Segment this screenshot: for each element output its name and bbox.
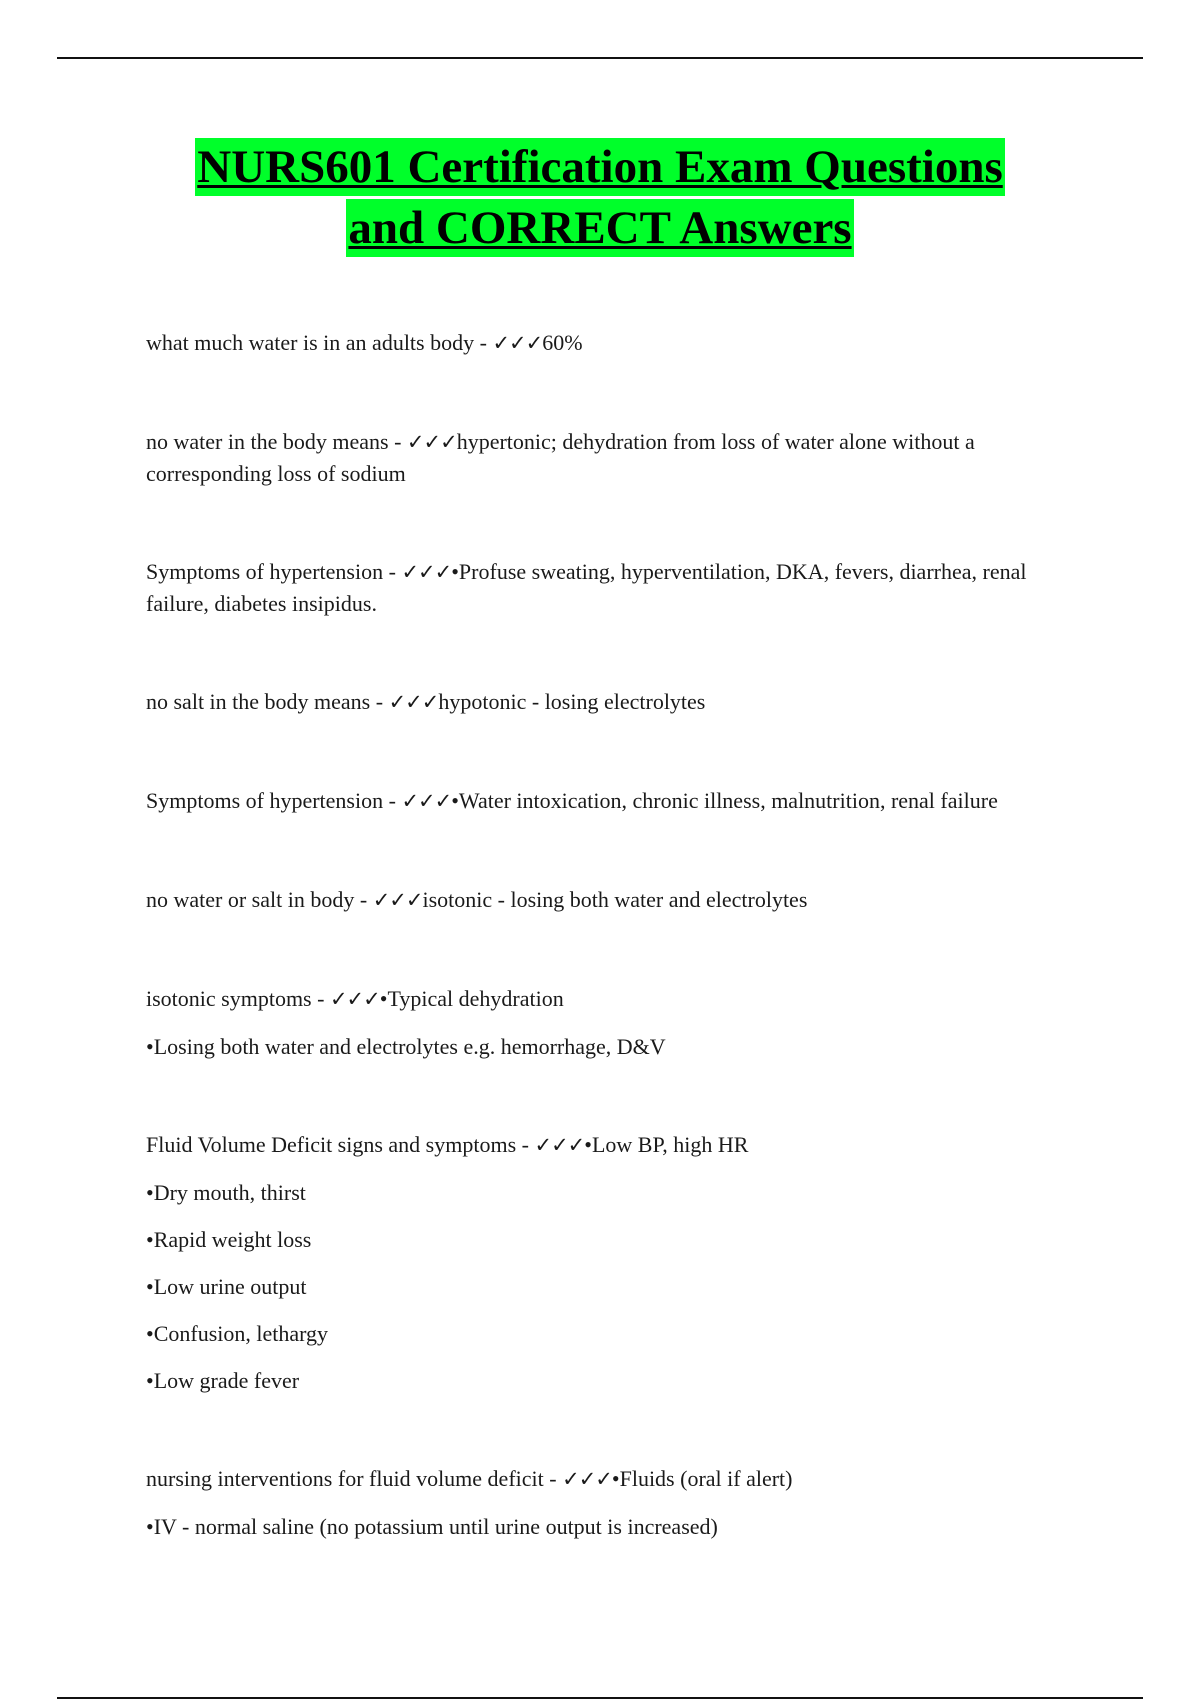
answer-bullet-line: •Low grade fever [146,1368,300,1393]
checkmark-icon: ✓✓✓ [492,331,543,355]
answer-text: •Profuse sweating, hyperventilation, DKA, fevers, diarrhea, renal failure, diabetes insipidus. [146,559,1027,616]
bottom-rule [57,1697,1143,1699]
answer-bullet-line: •Confusion, lethargy [146,1321,329,1346]
qa-main-line [146,686,1056,718]
qa-item [146,1463,1056,1542]
answer-text: hypotonic - losing electrolytes [438,689,706,714]
answer-bullet-line: •Dry mouth, thirst [146,1180,306,1205]
qa-main-line [146,556,1056,619]
qa-main-line [146,884,1056,916]
qa-list [146,327,1056,1542]
qa-main-line [146,983,1056,1015]
checkmark-icon: ✓✓✓ [534,1133,585,1157]
qa-main-line [146,1463,1056,1495]
checkmark-icon: ✓✓✓ [329,987,380,1011]
question-text: Symptoms of hypertension [146,788,384,813]
qa-main-line [146,785,1056,817]
checkmark-icon: ✓✓✓ [372,888,423,912]
answer-text: hypertonic; dehydration from loss of water alone without a corresponding loss of sodium [146,429,975,486]
qa-item [146,426,1056,489]
qa-item [146,327,1056,359]
separator: - [388,429,407,454]
question-text: isotonic symptoms [146,986,312,1011]
qa-item [146,884,1056,916]
qa-main-line [146,1129,1056,1161]
separator: - [311,986,330,1011]
checkmark-icon: ✓✓✓ [388,690,439,714]
question-text: no salt in the body means [146,689,371,714]
answer-text: 60% [542,330,583,355]
answer-text: •Low BP, high HR [584,1132,749,1157]
answer-text: isotonic - losing both water and electrolytes [422,887,808,912]
question-text: what much water is in an adults body [146,330,475,355]
separator: - [370,689,389,714]
answer-text: •Typical dehydration [379,986,564,1011]
title-line-1: NURS601 Certification Exam Questions [195,138,1005,196]
separator: - [543,1466,563,1491]
qa-item [146,785,1056,817]
document-title [0,138,1200,260]
qa-item [146,1129,1056,1396]
separator: - [383,559,402,584]
qa-item [146,686,1056,718]
answer-bullet-line: •Low urine output [146,1274,307,1299]
qa-item [146,983,1056,1062]
answer-bullet-line: •Rapid weight loss [146,1227,312,1252]
top-rule [57,57,1143,59]
checkmark-icon: ✓✓✓ [406,430,457,454]
separator: - [383,788,402,813]
answer-bullet-line: •IV - normal saline (no potassium until urine output is increased) [146,1514,718,1539]
question-text: Symptoms of hypertension [146,559,384,584]
checkmark-icon: ✓✓✓ [401,789,452,813]
qa-main-line [146,426,1056,489]
qa-item [146,556,1056,619]
answer-text: •Fluids (oral if alert) [611,1466,793,1491]
checkmark-icon: ✓✓✓ [401,560,452,584]
question-text: no water in the body means [146,429,389,454]
title-line-2: and CORRECT Answers [346,199,853,257]
checkmark-icon: ✓✓✓ [562,1467,612,1491]
question-text: nursing interventions for fluid volume deficit [146,1466,544,1491]
question-text: Fluid Volume Deficit signs and symptoms [146,1132,517,1157]
separator: - [516,1132,535,1157]
separator: - [354,887,373,912]
qa-main-line [146,327,1056,359]
answer-text: •Water intoxication, chronic illness, malnutrition, renal failure [451,788,998,813]
separator: - [474,330,493,355]
question-text: no water or salt in body [146,887,355,912]
answer-bullet-line: •Losing both water and electrolytes e.g. hemorrhage, D&V [146,1034,666,1059]
